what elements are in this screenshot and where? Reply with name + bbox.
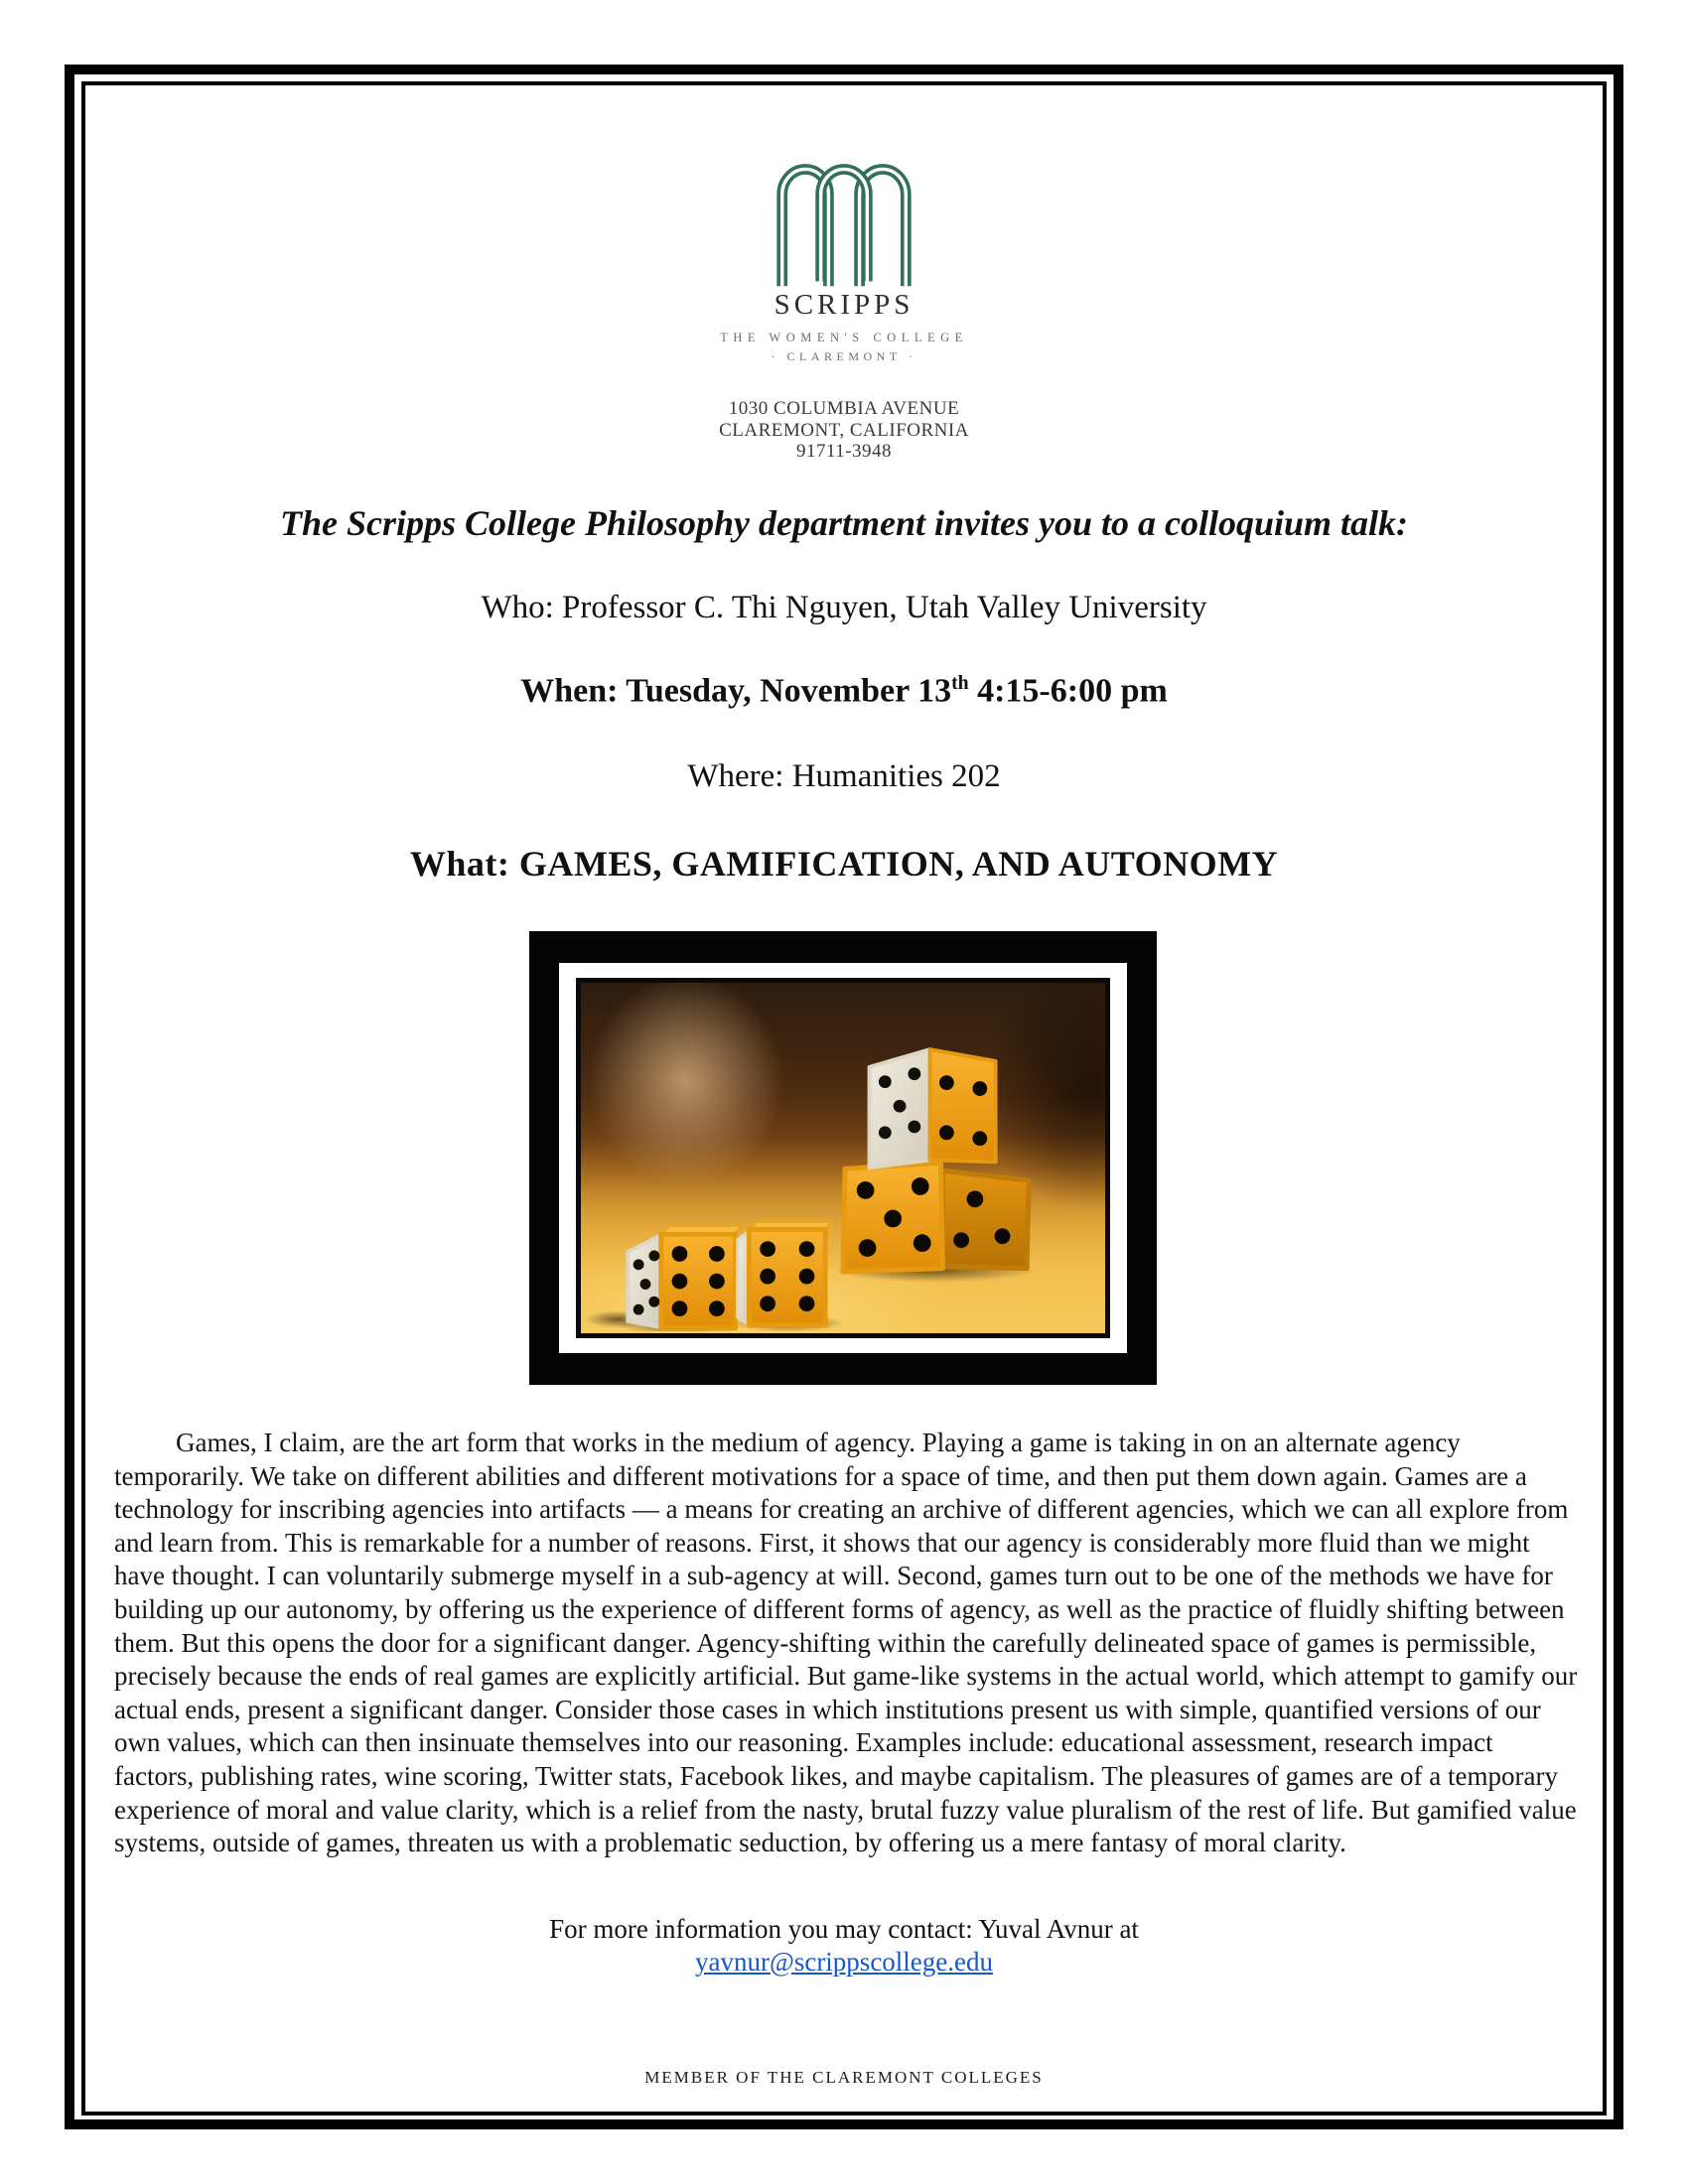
member-footer: MEMBER OF THE CLAREMONT COLLEGES [644, 2068, 1044, 2087]
contact-email-link[interactable]: yavnur@scrippscollege.edu [694, 1947, 994, 1977]
invitation-title: The Scripps College Philosophy department invites you to a colloquium talk: [279, 503, 1409, 543]
dice-photo-frame [529, 931, 1157, 1385]
logo-tagline-claremont: · CLAREMONT · [771, 349, 917, 363]
when-ordinal-superscript: th [951, 672, 969, 694]
scripps-arches-logo-icon [772, 154, 916, 288]
talk-abstract: Games, I claim, are the art form that works in the medium of agency. Playing a game is taking in on an alternate agency temporarily. We take on different abilities and different motivations for a space of time, and then put them down again. Games are a technology for inscribing agencies into artifacts — a means for creating an archive of different agencies, which we can all explore from and learn from. This is remarkable for a number of reasons. First, it shows that our agency is considerably more fluid than we might have thought. I can voluntarily submerge myself in a sub-agency at will. Second, games turn out to be one of the methods we have for building up our autonomy, by offering us the experience of different forms of agency, as well as the practice of fluidly shifting between them. But this opens the door for a significant danger. Agency-shifting within the carefully delineated space of games is permissible, precisely because the ends of real games are explicitly artificial. But game-like systems in the actual world, which attempt to gamify our actual ends, present a significant danger. Consider those cases in which institutions present us with simple, quantified versions of our own values, which can then insinuate themselves into our reasoning. Examples include: educational assessment, research impact factors, publishing rates, wine scoring, Twitter stats, Facebook likes, and maybe capitalism. The pleasures of games are of a temporary experience of moral and value clarity, which is a relief from the nasty, brutal fuzzy value pluralism of the rest of life. But gamified value systems, outside of games, threaten us with a problematic seduction, by offering us a mere fantasy of moral clarity. [114, 1428, 1578, 1858]
speaker-line: Who: Professor C. Thi Nguyen, Utah Valley University [481, 590, 1207, 625]
logo-tagline-college: THE WOMEN'S COLLEGE [720, 331, 968, 344]
dice-photo [581, 983, 1105, 1333]
talk-title-line: What: GAMES, GAMIFICATION, AND AUTONOMY [409, 844, 1279, 884]
contact-email-line [0, 1947, 1688, 1978]
address-line-zip: 91711-3948 [795, 441, 893, 462]
address-line-city: CLAREMONT, CALIFORNIA [719, 419, 969, 441]
contact-line: For more information you may contact: Yuval Avnur at [549, 1914, 1139, 1944]
date-time-line [0, 672, 1688, 710]
logo-wordmark: SCRIPPS [774, 289, 914, 321]
address-line-street: 1030 COLUMBIA AVENUE [728, 398, 960, 419]
location-line: Where: Humanities 202 [687, 758, 1001, 794]
college-address [0, 398, 1688, 463]
dice-photo-mat [559, 963, 1127, 1353]
when-suffix: 4:15-6:00 pm [968, 672, 1168, 710]
dice-photo-inner-border [576, 978, 1110, 1338]
dice-illustration [581, 983, 1099, 1331]
when-prefix: When: Tuesday, November 13 [520, 672, 952, 710]
